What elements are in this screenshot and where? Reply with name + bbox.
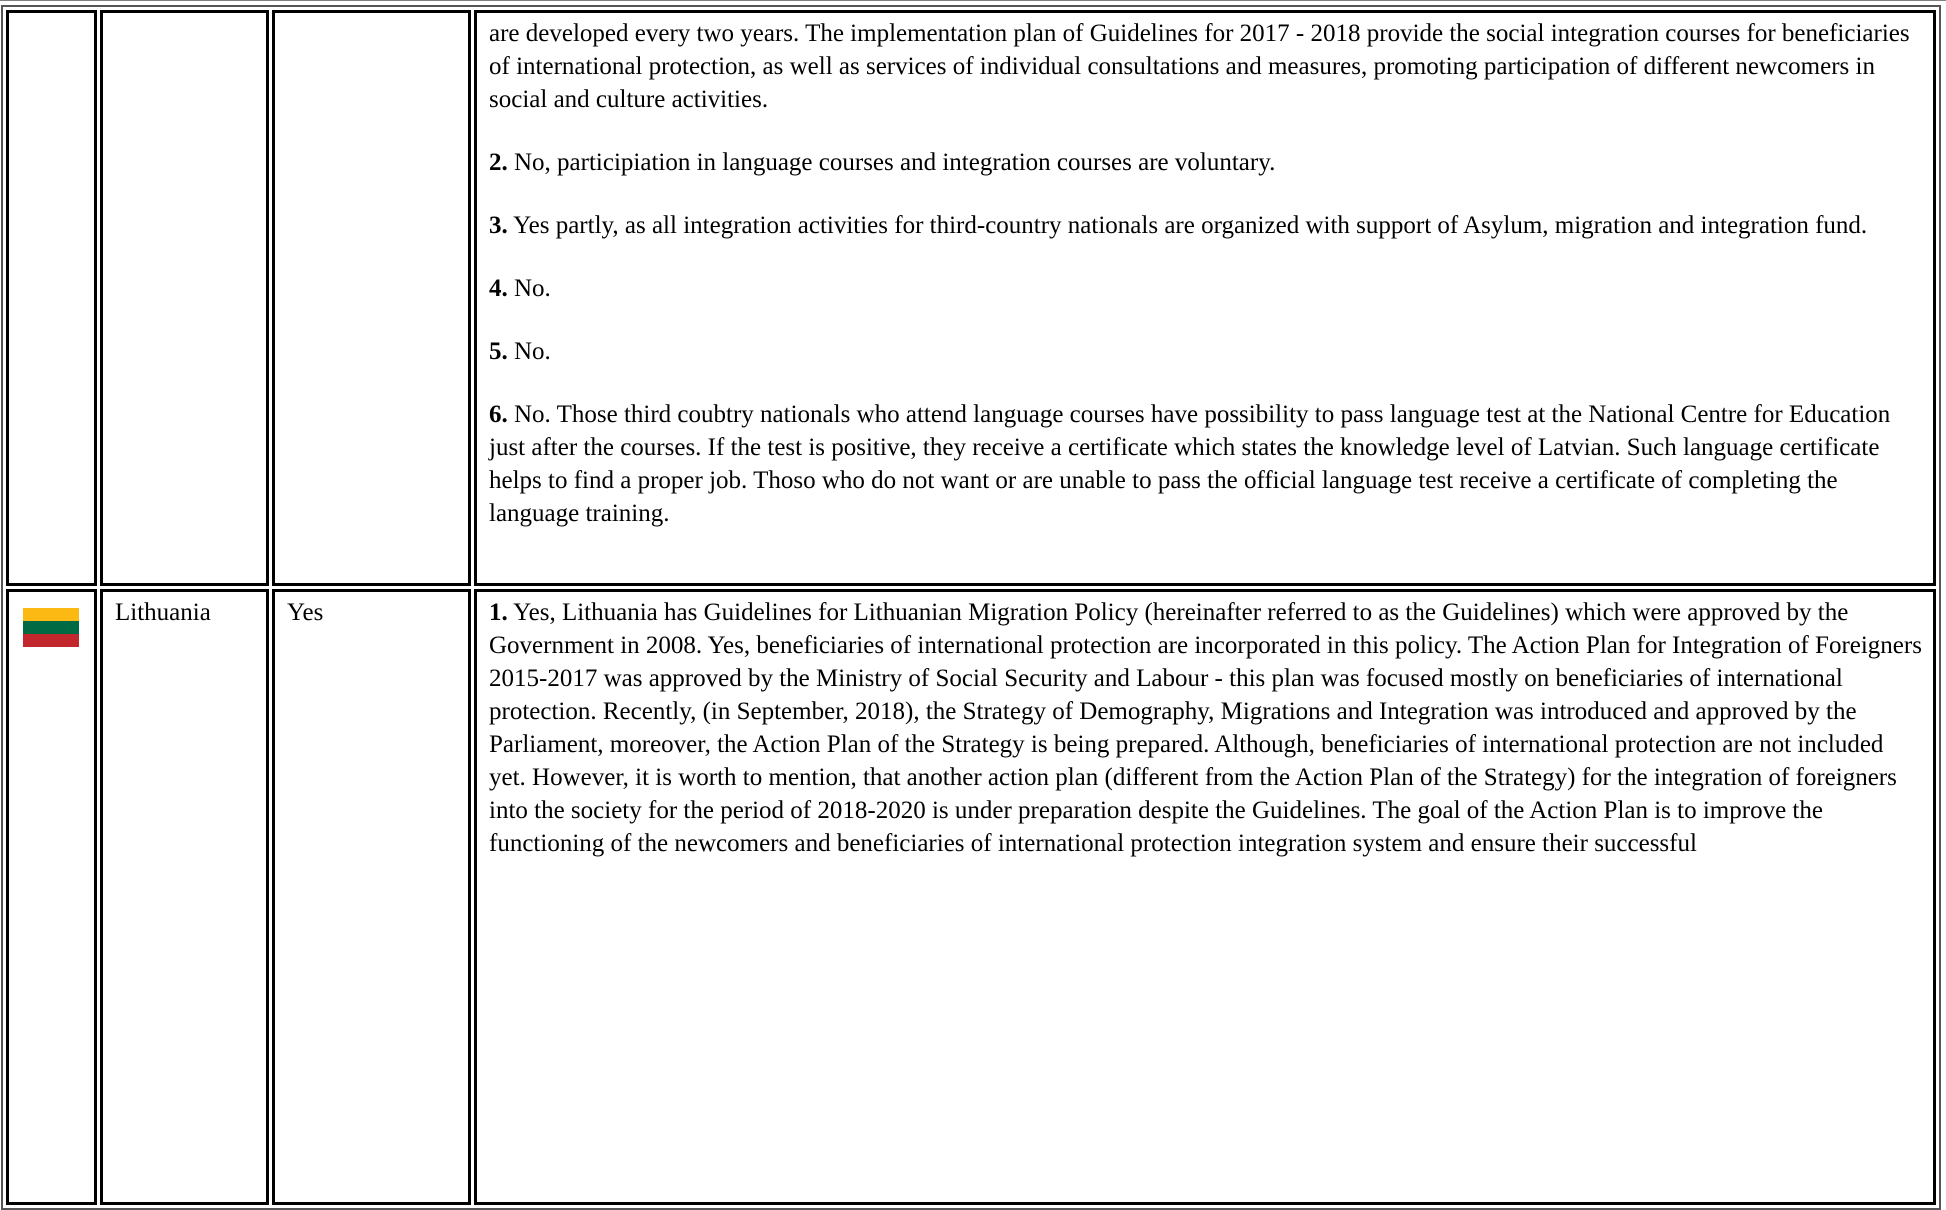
detail-paragraph [489, 398, 1923, 530]
paragraph-number: 6. [489, 401, 508, 428]
paragraph-number: 4. [489, 275, 508, 302]
detail-cell [474, 589, 1936, 1205]
paragraph-text: are developed every two years. The implementation plan of Guidelines for 2017 - 2018 provide the social integration courses for beneficiaries of international protection, as well as services of individual consultations and measures, promoting participation of different newcomers in social and culture activities. [489, 20, 1910, 113]
answer-cell [272, 10, 471, 586]
detail-paragraph [489, 209, 1923, 242]
paragraph-text: No. [507, 275, 551, 302]
flag-cell [6, 589, 97, 1205]
paragraph-text: No. [507, 338, 551, 365]
country-cell [100, 10, 269, 586]
detail-paragraph [489, 17, 1923, 116]
lithuania-flag-icon [23, 608, 79, 647]
flag-band-yellow [23, 608, 79, 621]
detail-paragraph [489, 335, 1923, 368]
paragraph-number: 5. [489, 338, 508, 365]
country-cell: Lithuania [100, 589, 269, 1205]
table-row [6, 10, 1936, 586]
paragraph-number: 3. [489, 212, 508, 239]
top-rule [0, 0, 1946, 1]
paragraph-text: Yes partly, as all integration activities for third-country nationals are organized with support of Asylum, migration and integration fund. [507, 212, 1868, 239]
paragraph-text: No. Those third coubtry nationals who attend language courses have possibility to pass language test at the National Centre for Education just after the courses. If the test is positive, they receive a certificate which states the knowledge level of Latvian. Such language certificate helps to find a proper job. Thoso who do not want or are unable to pass the official language test receive a certificate of completing the language training. [489, 401, 1891, 527]
detail-paragraph [489, 146, 1923, 179]
flag-band-green [23, 621, 79, 634]
table-row [6, 589, 1936, 1205]
answer-cell: Yes [272, 589, 471, 1205]
detail-cell [474, 10, 1936, 586]
paragraph-number: 1. [489, 599, 508, 626]
paragraph-text: Yes, Lithuania has Guidelines for Lithuanian Migration Policy (hereinafter referred to as the Guidelines) which were approved by the Government in 2008. Yes, beneficiaries of international protection are incorporated in this policy. The Action Plan for Integration of Foreigners 2015-2017 was approved by the Ministry of Social Security and Labour - this plan was focused mostly on beneficiaries of international protection. Recently, (in September, 2018), the Strategy of Demography, Migrations and Integration was introduced and approved by the Parliament, moreover, the Action Plan of the Strategy is being prepared. Although, beneficiaries of international protection are not included yet. However, it is worth to mention, that another action plan (different from the Action Plan of the Strategy) for the integration of foreigners into the society for the period of 2018-2020 is under preparation despite the Guidelines. The goal of the Action Plan is to improve the functioning of the newcomers and beneficiaries of international protection integration system and ensure their successful [489, 599, 1922, 857]
paragraph-text: No, participiation in language courses and integration courses are voluntary. [507, 149, 1276, 176]
flag-cell [6, 10, 97, 586]
detail-paragraph [489, 272, 1923, 305]
paragraph-number: 2. [489, 149, 508, 176]
country-comparison-table [1, 5, 1941, 1210]
detail-paragraph [489, 596, 1923, 860]
flag-band-red [23, 634, 79, 647]
